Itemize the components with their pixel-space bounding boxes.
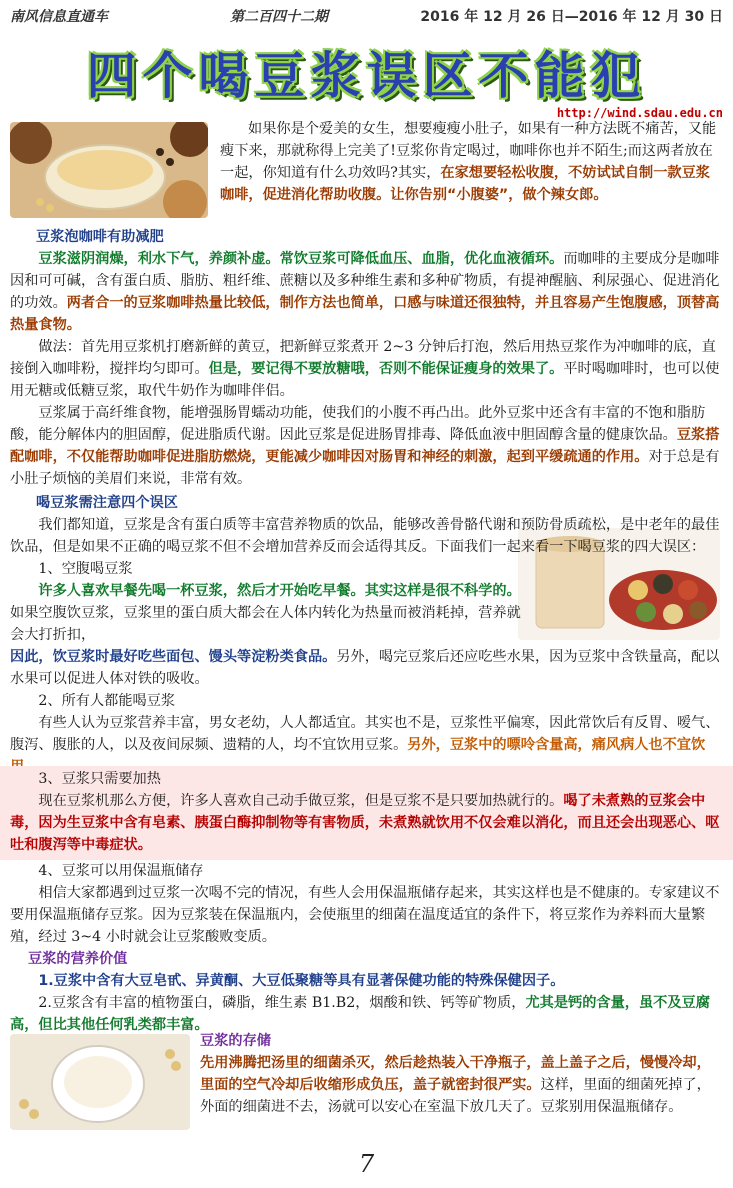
misconception-title: 1、空腹喝豆浆 bbox=[38, 561, 133, 577]
header-left: 南风信息直通车 bbox=[10, 9, 108, 25]
header-issue: 第二百四十二期 bbox=[230, 9, 328, 25]
storage-body bbox=[10, 1052, 722, 1118]
body-text: 做法：首先用豆浆机打磨新鲜的黄豆，把新鲜豆浆煮开 2~3 分钟后打泡，然后用热豆浆作为冲咖啡的底，直接倒入咖啡粉，搅拌均匀即可。 bbox=[10, 339, 716, 377]
emphasis-text: 两者合一的豆浆咖啡热量比较低，制作方法也简单，口感与味道还很独特，并且容易产生饱腹感，顶替高热量食物。 bbox=[10, 295, 720, 333]
highlight-text: 尤其是钙的含量，虽不及豆腐高，但比其他任何乳类都丰富。 bbox=[10, 995, 710, 1033]
body-text: 现在豆浆机那么方便，许多人喜欢自己动手做豆浆，但是豆浆不是只要加热就行的。 bbox=[38, 793, 564, 809]
body-text: 2.豆浆含有丰富的植物蛋白，磷脂，维生素 B1.B2，烟酸和铁、钙等矿物质， bbox=[38, 995, 526, 1011]
body-text: 有些人认为豆浆营养丰富，男女老幼，人人都适宜。其实也不是，豆浆性平偏寒，因此常饮后有反胃、嗳气、腹泻、腹胀的人，以及夜间尿频、遗精的人，均不宜饮用豆浆。 bbox=[10, 715, 720, 753]
section-heading: 豆浆的营养价值 bbox=[28, 951, 128, 967]
misconception-title: 3、豆浆只需要加热 bbox=[38, 771, 161, 787]
section-storage bbox=[200, 1030, 722, 1052]
paragraph bbox=[10, 1052, 722, 1118]
section-heating bbox=[10, 768, 722, 856]
intro-emphasis: 在家想要轻松收腹，不妨试试自制一款豆浆咖啡，促进消化帮助收腹。让你告别“小腹婆”，做个辣女郎。 bbox=[220, 165, 710, 203]
body-text: 相信大家都遇到过豆浆一次喝不完的情况，有些人会用保温瓶储存起来，其实这样也是不健康的。专家建议不要用保温瓶储存豆浆。因为豆浆装在保温瓶内，会使瓶里的细菌在温度适宜的条件下，将豆浆作为养料而大量繁殖，经过 3~4 小时就会让豆浆酸败变质。 bbox=[10, 885, 720, 945]
paragraph bbox=[10, 646, 722, 690]
section-misconceptions bbox=[10, 492, 722, 778]
emphasis-text: 因此，饮豆浆时最好吃些面包、馒头等淀粉类食品。 bbox=[10, 649, 337, 665]
page-number: 7 bbox=[358, 1150, 375, 1178]
paragraph bbox=[10, 248, 722, 336]
paragraph bbox=[10, 336, 722, 402]
body-text: 平时喝咖啡时，也可以使用无糖或低糖豆浆，取代牛奶作为咖啡伴侣。 bbox=[10, 361, 720, 399]
paragraph bbox=[10, 790, 722, 856]
emphasis-text: 另外，豆浆中的嘌呤含量高，痛风病人也不宜饮 bbox=[407, 737, 706, 753]
nutrition-point-1: 1.豆浆中含有大豆皂甙、异黄酮、大豆低聚糖等具有显著保健功能的特殊保健因子。 bbox=[38, 973, 565, 989]
body-text: 我们都知道，豆浆是含有蛋白质等丰富营养物质的饮品，能够改善骨骼代谢和预防骨质疏松，是中老年的最佳饮品，但是如果不正确的喝豆浆不但不会增加营养反而会适得其反。下面我们一起来看一下喝豆浆的四大误区： bbox=[10, 517, 720, 555]
section-heading: 豆浆泡咖啡有助减肥 bbox=[36, 229, 164, 245]
emphasis-text: 豆浆搭配咖啡，不仅能帮助咖啡促进脂肪燃烧，更能减少咖啡因对肠胃和神经的刺激，起到平缓疏通的作用。 bbox=[10, 427, 720, 465]
page-title: 四个喝豆浆误区不能犯 bbox=[86, 47, 647, 105]
body-text: 另外，喝完豆浆后还应吃些水果，因为豆浆中含铁量高，配以水果可以促进人体对铁的吸收。 bbox=[10, 649, 720, 687]
highlight-text: 豆浆滋阴润燥，利水下气，养颜补虚。常饮豆浆可降低血压、血脂，优化血液循环。 bbox=[38, 251, 564, 267]
intro-block bbox=[10, 118, 722, 206]
body-text: 豆浆属于高纤维食物，能增强肠胃蠕动功能，使我们的小腹不再凸出。此外豆浆中还含有丰富的不饱和脂肪酸，能分解体内的胆固醇，促进脂质代谢。因此豆浆是促进肠胃排毒、降低血液中胆固醇含量的健康饮品。 bbox=[10, 405, 706, 443]
emphasis-text: 先用沸腾把汤里的细菌杀灭，然后趁热装入干净瓶子，盖上盖子之后，慢慢冷却，里面的空气冷却后收缩形成负压，盖子就密封很严实。 bbox=[200, 1055, 711, 1093]
body-text: 这样，里面的细菌死掉了，外面的细菌进不去，汤就可以安心在室温下放几天了。豆浆别用保温瓶储存。 bbox=[200, 1077, 711, 1115]
header bbox=[10, 6, 723, 28]
paragraph bbox=[10, 402, 722, 490]
body-text: 如果空腹饮豆浆，豆浆里的蛋白质大都会在人体内转化为热量而被消耗掉，营养就会大打折扣， bbox=[10, 605, 521, 643]
highlight-text: 但是，要记得不要放糖哦，否则不能保证瘦身的效果了。 bbox=[208, 361, 564, 377]
intro-paragraph bbox=[10, 118, 722, 206]
section-storage-bottle bbox=[10, 860, 722, 1036]
paragraph bbox=[10, 514, 722, 558]
section-heading: 喝豆浆需注意四个误区 bbox=[36, 495, 178, 511]
highlight-text: 许多人喜欢早餐先喝一杯豆浆，然后才开始吃早餐。其实这样是很不科学的。 bbox=[38, 583, 521, 599]
misconception-title: 4、豆浆可以用保温瓶储存 bbox=[38, 863, 204, 879]
misconception-title: 2、所有人都能喝豆浆 bbox=[38, 693, 176, 709]
body-text: 对于总是有小肚子烦恼的美眉们来说，非常有效。 bbox=[10, 449, 720, 487]
section-coffee bbox=[10, 226, 722, 490]
body-text: 而咖啡的主要成分是咖啡因和可可碱，含有蛋白质、脂肪、粗纤维、蔗糖以及多种维生素和多种矿物质，有提神醒脑、利尿强心、促进消化的功效。 bbox=[10, 251, 720, 311]
section-heading: 豆浆的存储 bbox=[200, 1033, 271, 1049]
source-url: http://wind.sdau.edu.cn bbox=[556, 106, 723, 120]
paragraph bbox=[10, 882, 722, 948]
header-date: 2016 年 12 月 26 日—2016 年 12 月 30 日 bbox=[420, 9, 723, 25]
intro-text: 如果你是个爱美的女生，想要瘦瘦小肚子，如果有一种方法既不痛苦，又能瘦下来，那就称得上完美了!豆浆你肯定喝过，咖啡你也并不陌生;而这两者放在一起，你知道有什么功效吗?其实， bbox=[220, 121, 717, 181]
warning-text: 喝了未煮熟的豆浆会中毒，因为生豆浆中含有皂素、胰蛋白酶抑制物等有害物质，未煮熟就饮用不仅会难以消化，而且还会出现恶心、呕吐和腹泻等中毒症状。 bbox=[10, 793, 720, 853]
paragraph bbox=[10, 580, 722, 646]
